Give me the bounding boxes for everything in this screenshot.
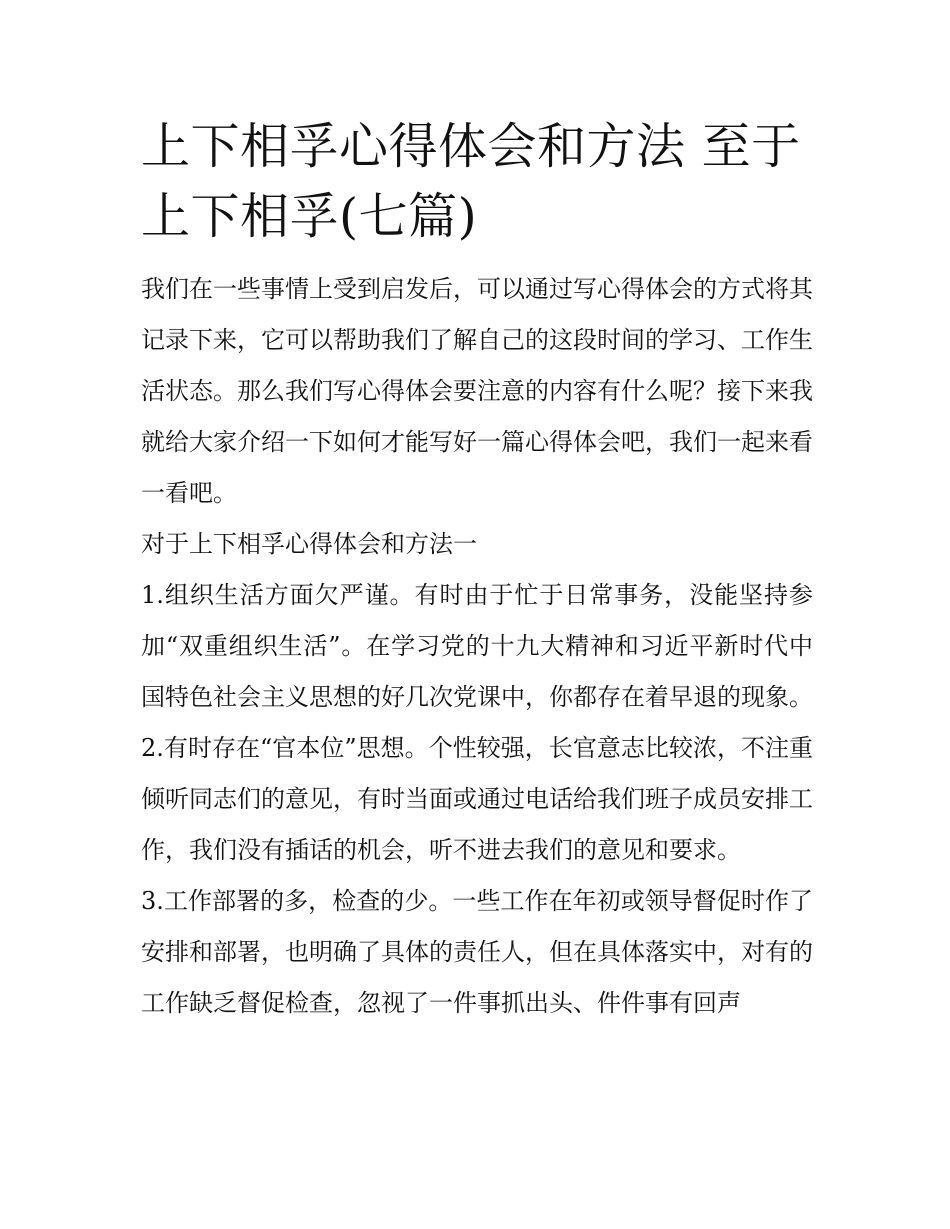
list-item: 3.工作部署的多，检查的少。一些工作在年初或领导督促时作了安排和部署，也明确了具体的责任人，但在具体落实中，对有的工作缺乏督促检查，忽视了一件事抓出头、件件事有回声 bbox=[141, 887, 813, 1017]
document-page bbox=[141, 112, 813, 1029]
section-heading: 对于上下相孚心得体会和方法一 bbox=[141, 530, 477, 558]
list-item: 2.有时存在“官本位”思想。个性较强，长官意志比较浓，不注重倾听同志们的意见，有时当面或通过电话给我们班子成员安排工作，我们没有插话的机会，听不进去我们的意见和要求。 bbox=[141, 734, 813, 864]
intro-paragraph: 我们在一些事情上受到启发后，可以通过写心得体会的方式将其记录下来，它可以帮助我们了解自己的这段时间的学习、工作生活状态。那么我们写心得体会要注意的内容有什么呢？接下来我就给大家介绍一下如何才能写好一篇心得体会吧，我们一起来看一看吧。 bbox=[141, 275, 813, 507]
document-title: 上下相孚心得体会和方法 至于上下相孚(七篇) bbox=[141, 118, 801, 245]
list-item: 1.组织生活方面欠严谨。有时由于忙于日常事务，没能坚持参加“双重组织生活”。在学习党的十九大精神和习近平新时代中国特色社会主义思想的好几次党课中，你都存在着早退的现象。 bbox=[141, 581, 813, 711]
